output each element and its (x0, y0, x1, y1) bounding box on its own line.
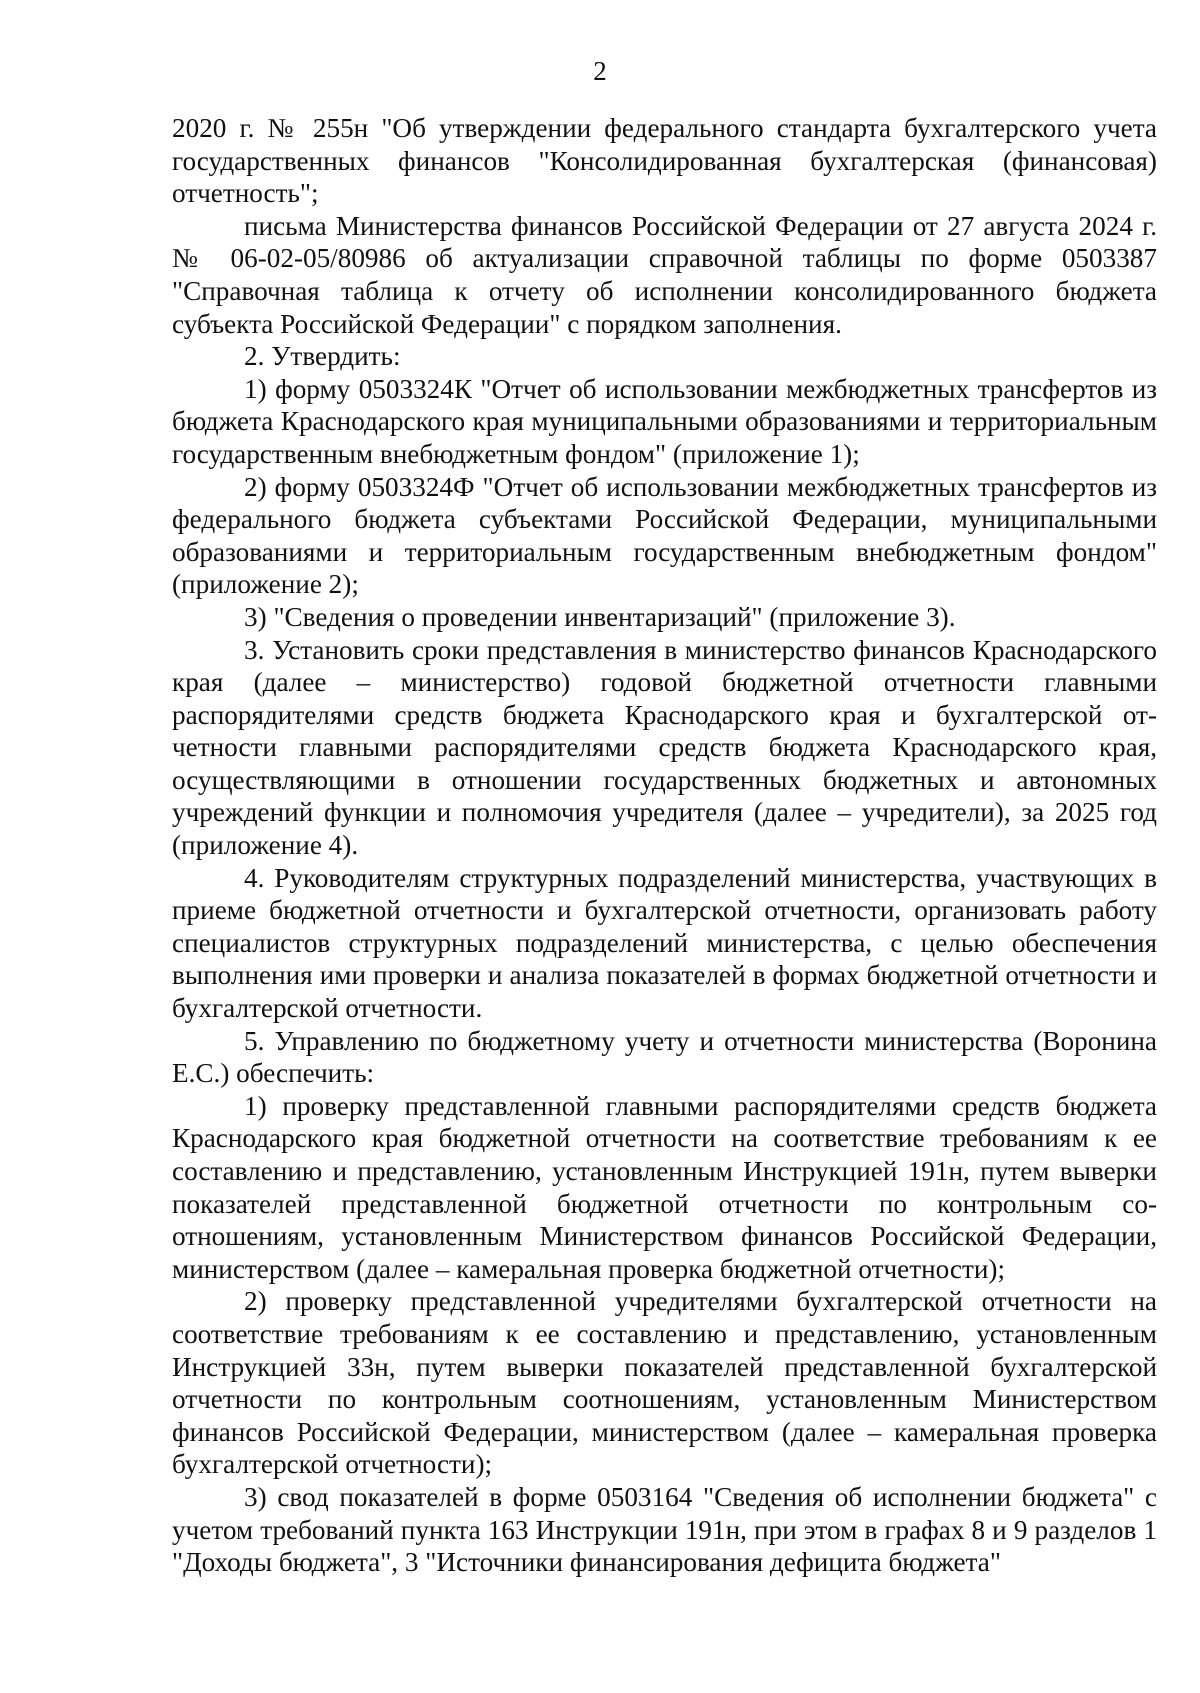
paragraph-budget-reporting-check: 1) проверку представленной главными распорядителями средств бюджета Краснодарского края бюджетной отчетности на соответствие требованиям к ее составлению и представлению, установленным Инструкцией 191н, путем выверки показателей представленной бюджетной отчетности по контрольным соотношениям, установленным Министерством финансов Российской Федерации, министерством (далее – камеральная проверка бюджетной отчетности); (172, 1090, 1157, 1284)
paragraph-approve-heading: 2. Утвердить: (244, 341, 401, 372)
paragraph-accounting-reporting-check: 2) проверку представленной учредителями бухгалтерской отчетности на соответствие требованиям к ее составлению и представлению, установленным Инструкцией 33н, путем выверки показателей представленной бухгалтерской отчетности по контрольным соотношениям, установленным Министерством финансов Российской Федерации, министерством (далее – камеральная проверка бухгалтерской отчетности); (172, 1286, 1157, 1480)
paragraph-form-0503164: 3) свод показателей в форме 0503164 "Сведения об исполнении бюджета" с учетом требований пункта 163 Инструкции 191н, при этом в графах 8 и 9 разделов 1 "Доходы бюджета", 3 "Источники финансирования дефицита бюджета" (172, 1481, 1157, 1578)
document-body (172, 112, 1157, 1579)
paragraph-department-heads: 4. Руководителям структурных подразделений министерства, участвующих в приеме бюджетной отчетности и бухгалтерской отчетности, организовать работу специалистов структурных подразделений министерства, с целью обеспечения выполнения ими проверки и анализа показателей в формах бюджетной отчетности и бухгалтерской отчетности. (172, 862, 1157, 1024)
paragraph-inventory-info: 3) "Сведения о проведении инвентаризаций" (приложение 3). (244, 601, 956, 632)
paragraph-accounting-department: 5. Управлению по бюджетному учету и отчетности министерства (Воронина Е.С.) обеспечить: (172, 1025, 1157, 1089)
paragraph-deadlines: 3. Установить сроки представления в министерство финансов Краснодарского края (далее – министерство) годовой бюджетной отчетности главными распорядителями средств бюджета Краснодарского края и бухгалтерской отчетности главными распорядителями средств бюджета Краснодарского края, осуществляющими в отношении государственных бюджетных и автономных учреждений функции и полномочия учредителя (далее – учредители), за 2025 год (приложение 4). (172, 634, 1157, 861)
paragraph-ministry-letter: письма Министерства финансов Российской Федерации от 27 августа 2024 г. № 06-02-05/80986 об актуализации справочной таблицы по форме 0503387 "Справочная таблица к отчету об исполнении консолидированного бюджета субъекта Российской Федерации" с порядком заполнения. (172, 210, 1157, 339)
paragraph-form-0503324k: 1) форму 0503324К "Отчет об использовании межбюджетных трансфертов из бюджета Краснодарского края муниципальными образованиями и территориальным государственным внебюджетным фондом" (приложение 1); (172, 373, 1157, 469)
paragraph-form-0503324f: 2) форму 0503324Ф "Отчет об использовании межбюджетных трансфертов из федерального бюджета субъектами Российской Федерации, муниципальными образованиями и территориальным государственным внебюджетным фондом" (приложение 2); (172, 471, 1157, 600)
paragraph-order-reference: 2020 г. № 255н "Об утверждении федерального стандарта бухгалтерского учета государственных финансов "Консолидированная бухгалтерская (финансовая) отчетность"; (172, 113, 1157, 209)
page-number: 2 (593, 56, 607, 86)
